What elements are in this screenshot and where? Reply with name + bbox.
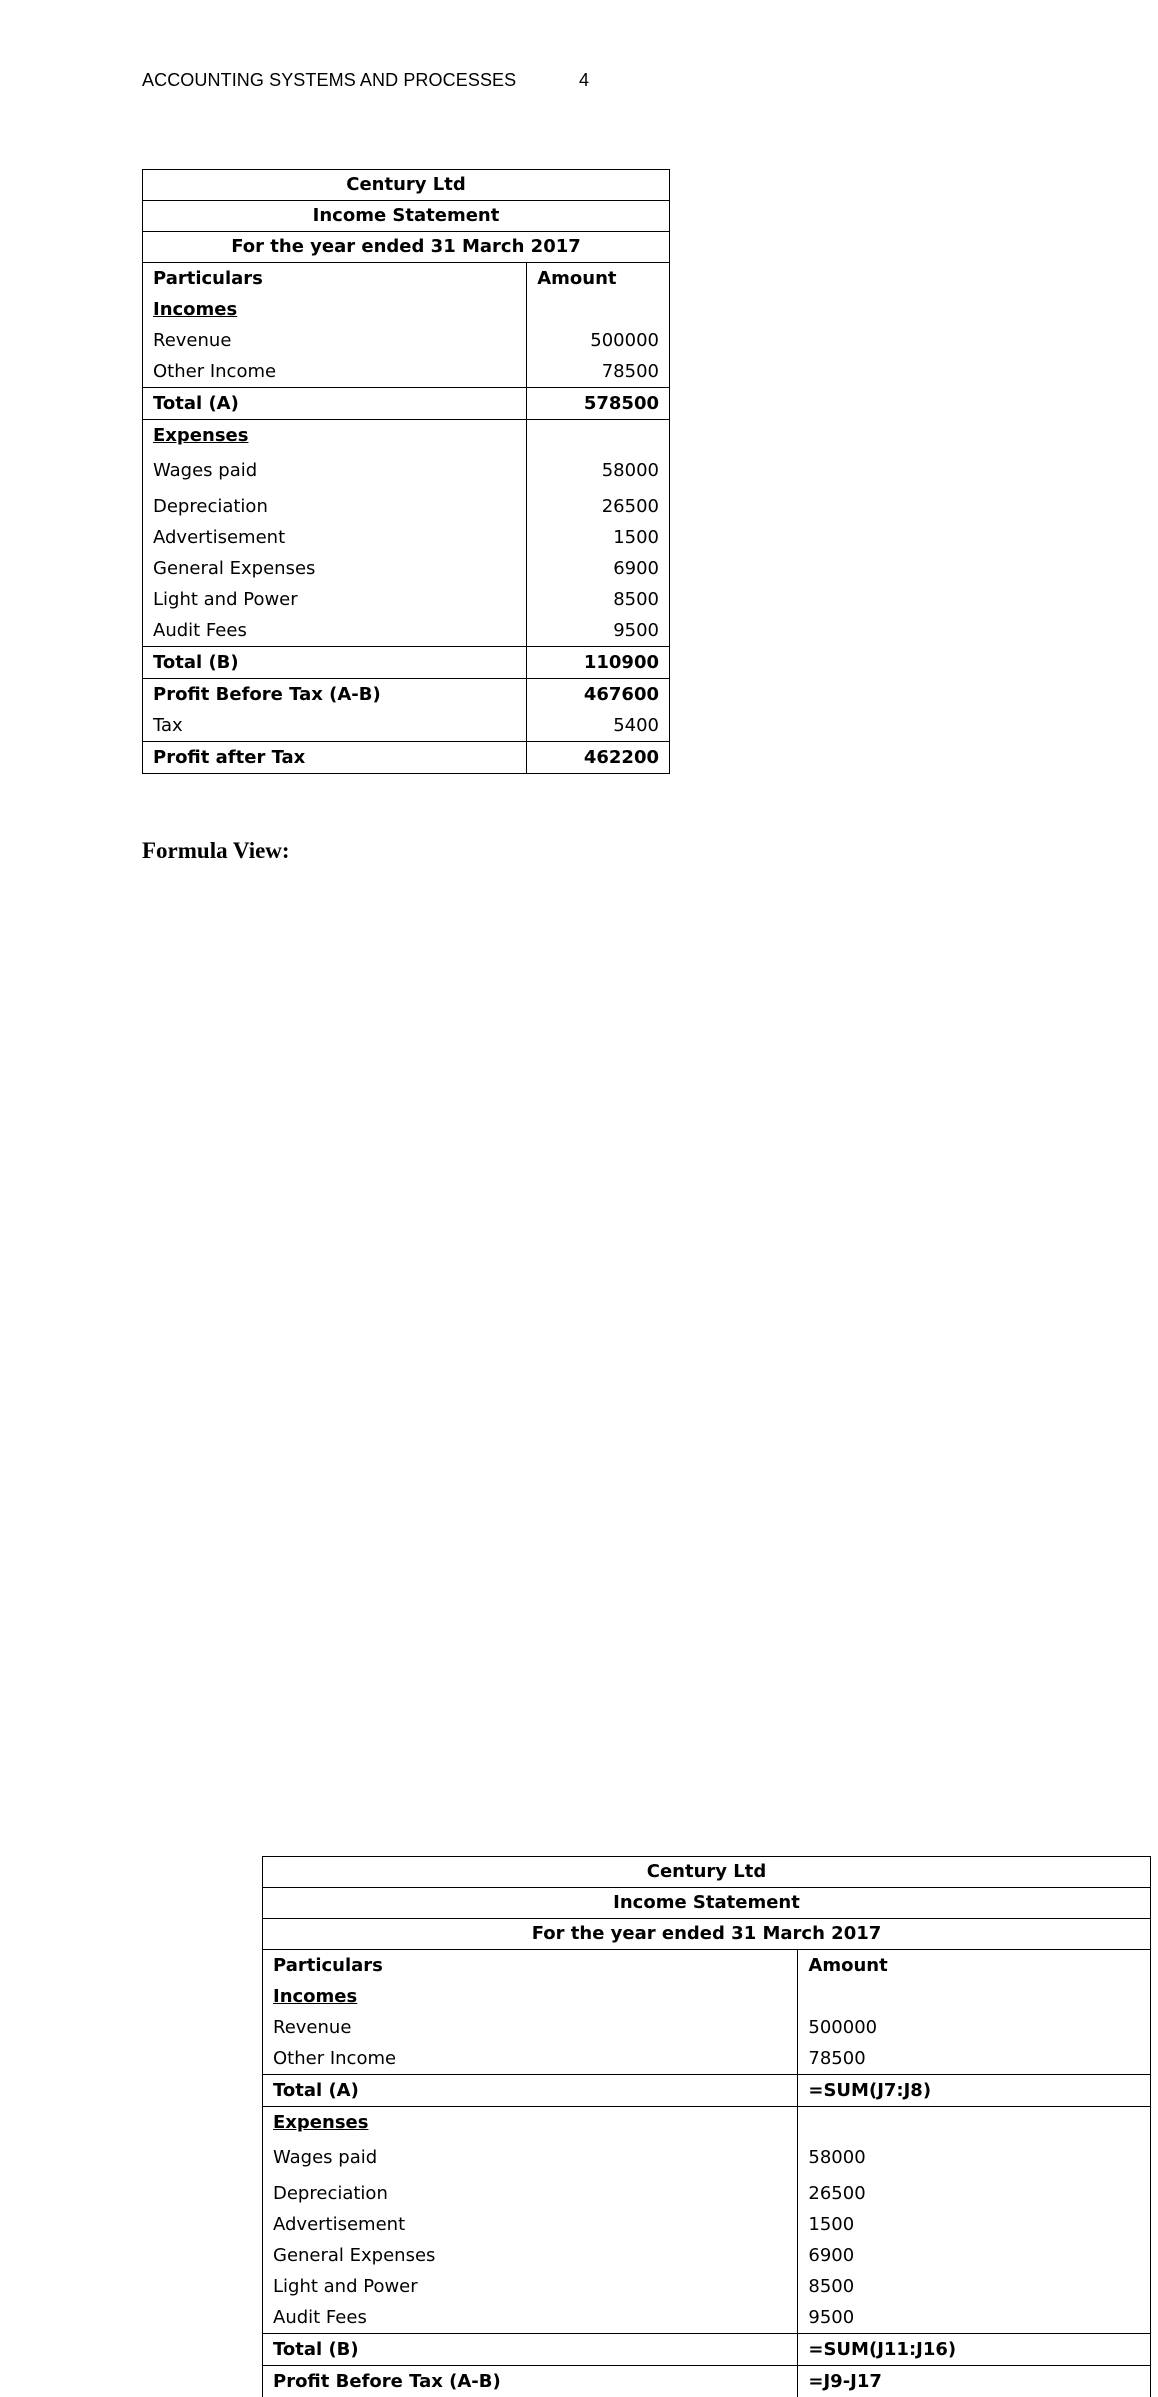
statement-name: Income Statement bbox=[263, 1888, 1151, 1919]
table-row bbox=[263, 2366, 1151, 2397]
running-head-title: ACCOUNTING SYSTEMS AND PROCESSES bbox=[142, 70, 516, 90]
row-label: Wages paid bbox=[263, 2138, 798, 2178]
column-header-particulars: Particulars bbox=[263, 1950, 798, 1982]
table-row bbox=[263, 2043, 1151, 2075]
table-row bbox=[263, 1950, 1151, 1982]
page-number: 4 bbox=[579, 70, 589, 91]
row-value: 578500 bbox=[527, 388, 670, 420]
table-row bbox=[143, 263, 670, 295]
table-row bbox=[263, 2075, 1151, 2107]
row-value: 8500 bbox=[527, 584, 670, 615]
table-row bbox=[263, 2178, 1151, 2209]
table-row bbox=[143, 420, 670, 452]
row-value: 500000 bbox=[527, 325, 670, 356]
row-label: Depreciation bbox=[143, 491, 527, 522]
table-row bbox=[143, 388, 670, 420]
table-row bbox=[143, 710, 670, 742]
running-head bbox=[142, 70, 516, 91]
table-row bbox=[143, 294, 670, 325]
row-value: 9500 bbox=[798, 2302, 1151, 2334]
row-label: Revenue bbox=[263, 2012, 798, 2043]
table-row bbox=[143, 679, 670, 711]
table-row bbox=[143, 647, 670, 679]
row-label: Revenue bbox=[143, 325, 527, 356]
table-row bbox=[143, 522, 670, 553]
row-label: Other Income bbox=[263, 2043, 798, 2075]
row-value: 5400 bbox=[527, 710, 670, 742]
row-value: 78500 bbox=[798, 2043, 1151, 2075]
table-row bbox=[263, 2107, 1151, 2139]
row-label: Total (A) bbox=[263, 2075, 798, 2107]
row-value: 1500 bbox=[798, 2209, 1151, 2240]
statement-period: For the year ended 31 March 2017 bbox=[143, 232, 670, 263]
row-label: Profit after Tax bbox=[143, 742, 527, 774]
row-label: Advertisement bbox=[263, 2209, 798, 2240]
row-label: Wages paid bbox=[143, 451, 527, 491]
table-row bbox=[263, 1981, 1151, 2012]
statement-name: Income Statement bbox=[143, 201, 670, 232]
row-label: Advertisement bbox=[143, 522, 527, 553]
formula-view-heading: Formula View: bbox=[142, 838, 290, 864]
column-header-amount: Amount bbox=[527, 263, 670, 295]
row-label: Total (A) bbox=[143, 388, 527, 420]
row-value: 78500 bbox=[527, 356, 670, 388]
statement-period: For the year ended 31 March 2017 bbox=[263, 1919, 1151, 1950]
incomes-heading: Incomes bbox=[153, 299, 237, 320]
row-label: Total (B) bbox=[263, 2334, 798, 2366]
row-label: Audit Fees bbox=[143, 615, 527, 647]
row-value: 500000 bbox=[798, 2012, 1151, 2043]
row-label: Total (B) bbox=[143, 647, 527, 679]
company-name: Century Ltd bbox=[143, 170, 670, 201]
row-formula: =SUM(J11:J16) bbox=[798, 2334, 1151, 2366]
table-row bbox=[263, 2209, 1151, 2240]
table-row bbox=[263, 2012, 1151, 2043]
table-row bbox=[143, 553, 670, 584]
row-label: Depreciation bbox=[263, 2178, 798, 2209]
column-header-amount: Amount bbox=[798, 1950, 1151, 1982]
row-value: 110900 bbox=[527, 647, 670, 679]
table-row bbox=[143, 356, 670, 388]
table-row bbox=[143, 325, 670, 356]
table-row bbox=[263, 2302, 1151, 2334]
table-row bbox=[263, 2138, 1151, 2178]
row-label: Other Income bbox=[143, 356, 527, 388]
row-value: 462200 bbox=[527, 742, 670, 774]
row-value: 26500 bbox=[527, 491, 670, 522]
table-row bbox=[143, 584, 670, 615]
table-row bbox=[263, 2271, 1151, 2302]
row-label: Profit Before Tax (A-B) bbox=[263, 2366, 798, 2397]
income-statement-table bbox=[142, 169, 670, 774]
company-name: Century Ltd bbox=[263, 1857, 1151, 1888]
row-value: 58000 bbox=[527, 451, 670, 491]
table-row bbox=[263, 2240, 1151, 2271]
row-label: Profit Before Tax (A-B) bbox=[143, 679, 527, 711]
table-row bbox=[263, 2334, 1151, 2366]
formula-view-table bbox=[262, 1856, 1151, 2397]
table-row bbox=[143, 491, 670, 522]
row-label: Audit Fees bbox=[263, 2302, 798, 2334]
formula-view-region bbox=[120, 928, 1060, 1487]
table-row bbox=[143, 742, 670, 774]
row-value: 26500 bbox=[798, 2178, 1151, 2209]
row-label: Tax bbox=[143, 710, 527, 742]
row-value: 1500 bbox=[527, 522, 670, 553]
incomes-heading: Incomes bbox=[273, 1986, 357, 2007]
table-row bbox=[143, 615, 670, 647]
row-formula: =J9-J17 bbox=[798, 2366, 1151, 2397]
table-row bbox=[143, 451, 670, 491]
column-header-particulars: Particulars bbox=[143, 263, 527, 295]
row-value: 58000 bbox=[798, 2138, 1151, 2178]
row-formula: =SUM(J7:J8) bbox=[798, 2075, 1151, 2107]
row-value: 8500 bbox=[798, 2271, 1151, 2302]
row-value: 6900 bbox=[798, 2240, 1151, 2271]
expenses-heading: Expenses bbox=[153, 425, 248, 446]
row-value: 467600 bbox=[527, 679, 670, 711]
expenses-heading: Expenses bbox=[273, 2112, 368, 2133]
row-label: Light and Power bbox=[143, 584, 527, 615]
row-value: 9500 bbox=[527, 615, 670, 647]
row-value: 6900 bbox=[527, 553, 670, 584]
row-label: General Expenses bbox=[143, 553, 527, 584]
row-label: General Expenses bbox=[263, 2240, 798, 2271]
row-label: Light and Power bbox=[263, 2271, 798, 2302]
